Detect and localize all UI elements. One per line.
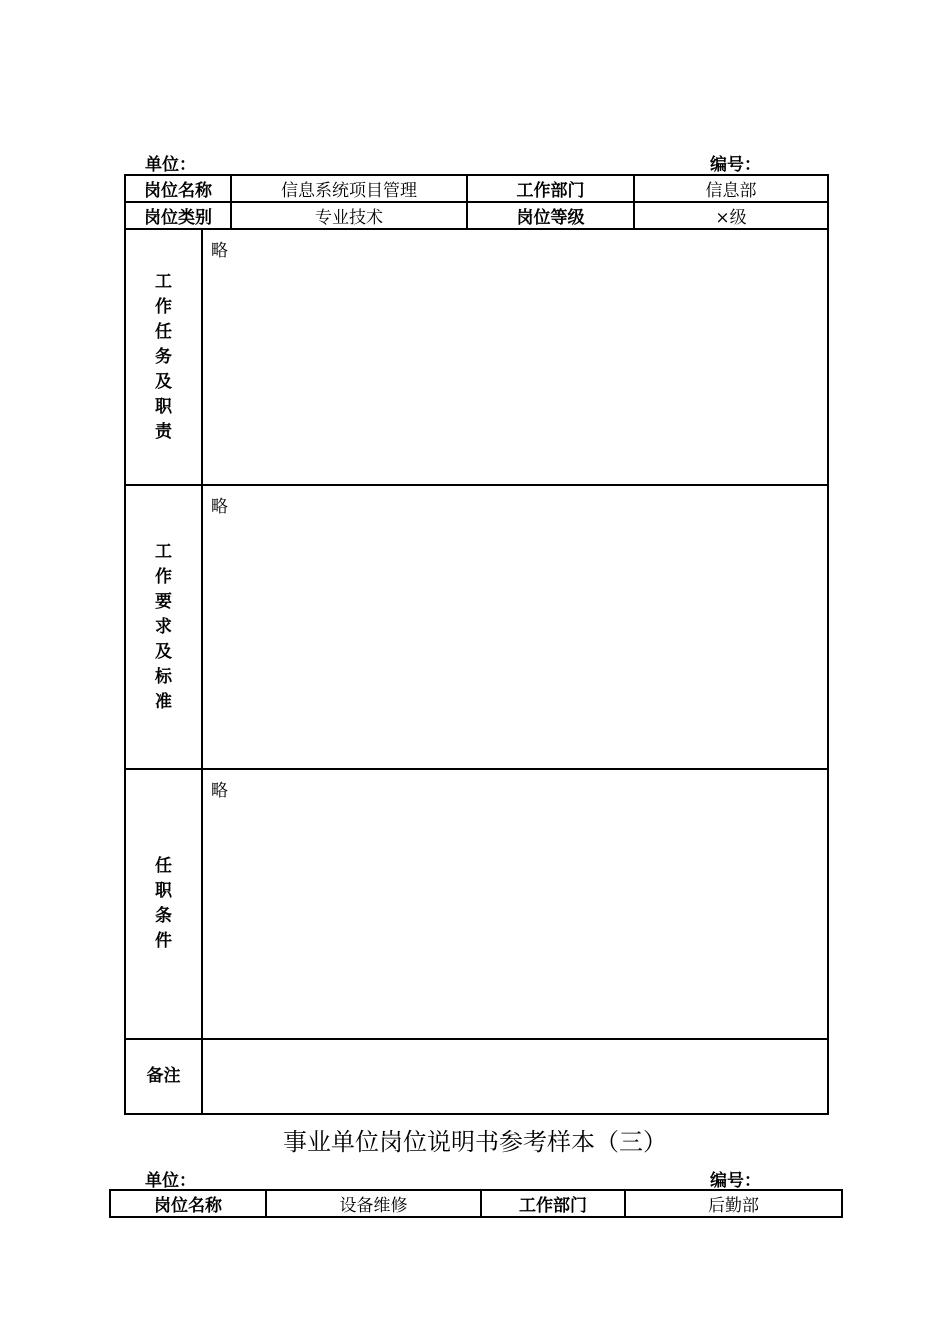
requirements-label: 工 作 要 求 及 标 准 [125, 485, 202, 769]
sample-title: 事业单位岗位说明书参考样本（三） [283, 1128, 667, 1156]
position-name-label-2: 岗位名称 [110, 1190, 266, 1217]
department-label: 工作部门 [467, 175, 634, 202]
duties-label: 工 作 任 务 及 职 责 [125, 229, 202, 485]
table-row [125, 175, 828, 202]
position-grade-label: 岗位等级 [467, 202, 634, 229]
table-row [110, 1190, 842, 1217]
unit-label-2: 单位： [145, 1171, 196, 1191]
position-category-label: 岗位类别 [125, 202, 231, 229]
department-value: 信息部 [634, 175, 828, 202]
job-description-table [124, 174, 829, 1115]
qualifications-content: 略 [202, 769, 828, 1039]
position-category-value: 专业技术 [231, 202, 467, 229]
table-row [125, 202, 828, 229]
duties-content: 略 [202, 229, 828, 485]
position-name-value-2: 设备维修 [266, 1190, 481, 1217]
position-name-label: 岗位名称 [125, 175, 231, 202]
unit-label: 单位： [145, 155, 196, 175]
position-name-value: 信息系统项目管理 [231, 175, 467, 202]
qualifications-label: 任 职 条 件 [125, 769, 202, 1039]
table-row [125, 229, 828, 485]
remarks-content [202, 1039, 828, 1114]
remarks-label: 备注 [125, 1039, 202, 1114]
table-row [125, 1039, 828, 1114]
job-description-table-2 [109, 1189, 843, 1218]
department-label-2: 工作部门 [481, 1190, 625, 1217]
table-row [125, 485, 828, 769]
number-label-2: 编号： [710, 1171, 761, 1191]
number-label: 编号： [710, 155, 761, 175]
department-value-2: 后勤部 [625, 1190, 842, 1217]
position-grade-value: ×级 [634, 202, 828, 229]
requirements-content: 略 [202, 485, 828, 769]
table-row [125, 769, 828, 1039]
